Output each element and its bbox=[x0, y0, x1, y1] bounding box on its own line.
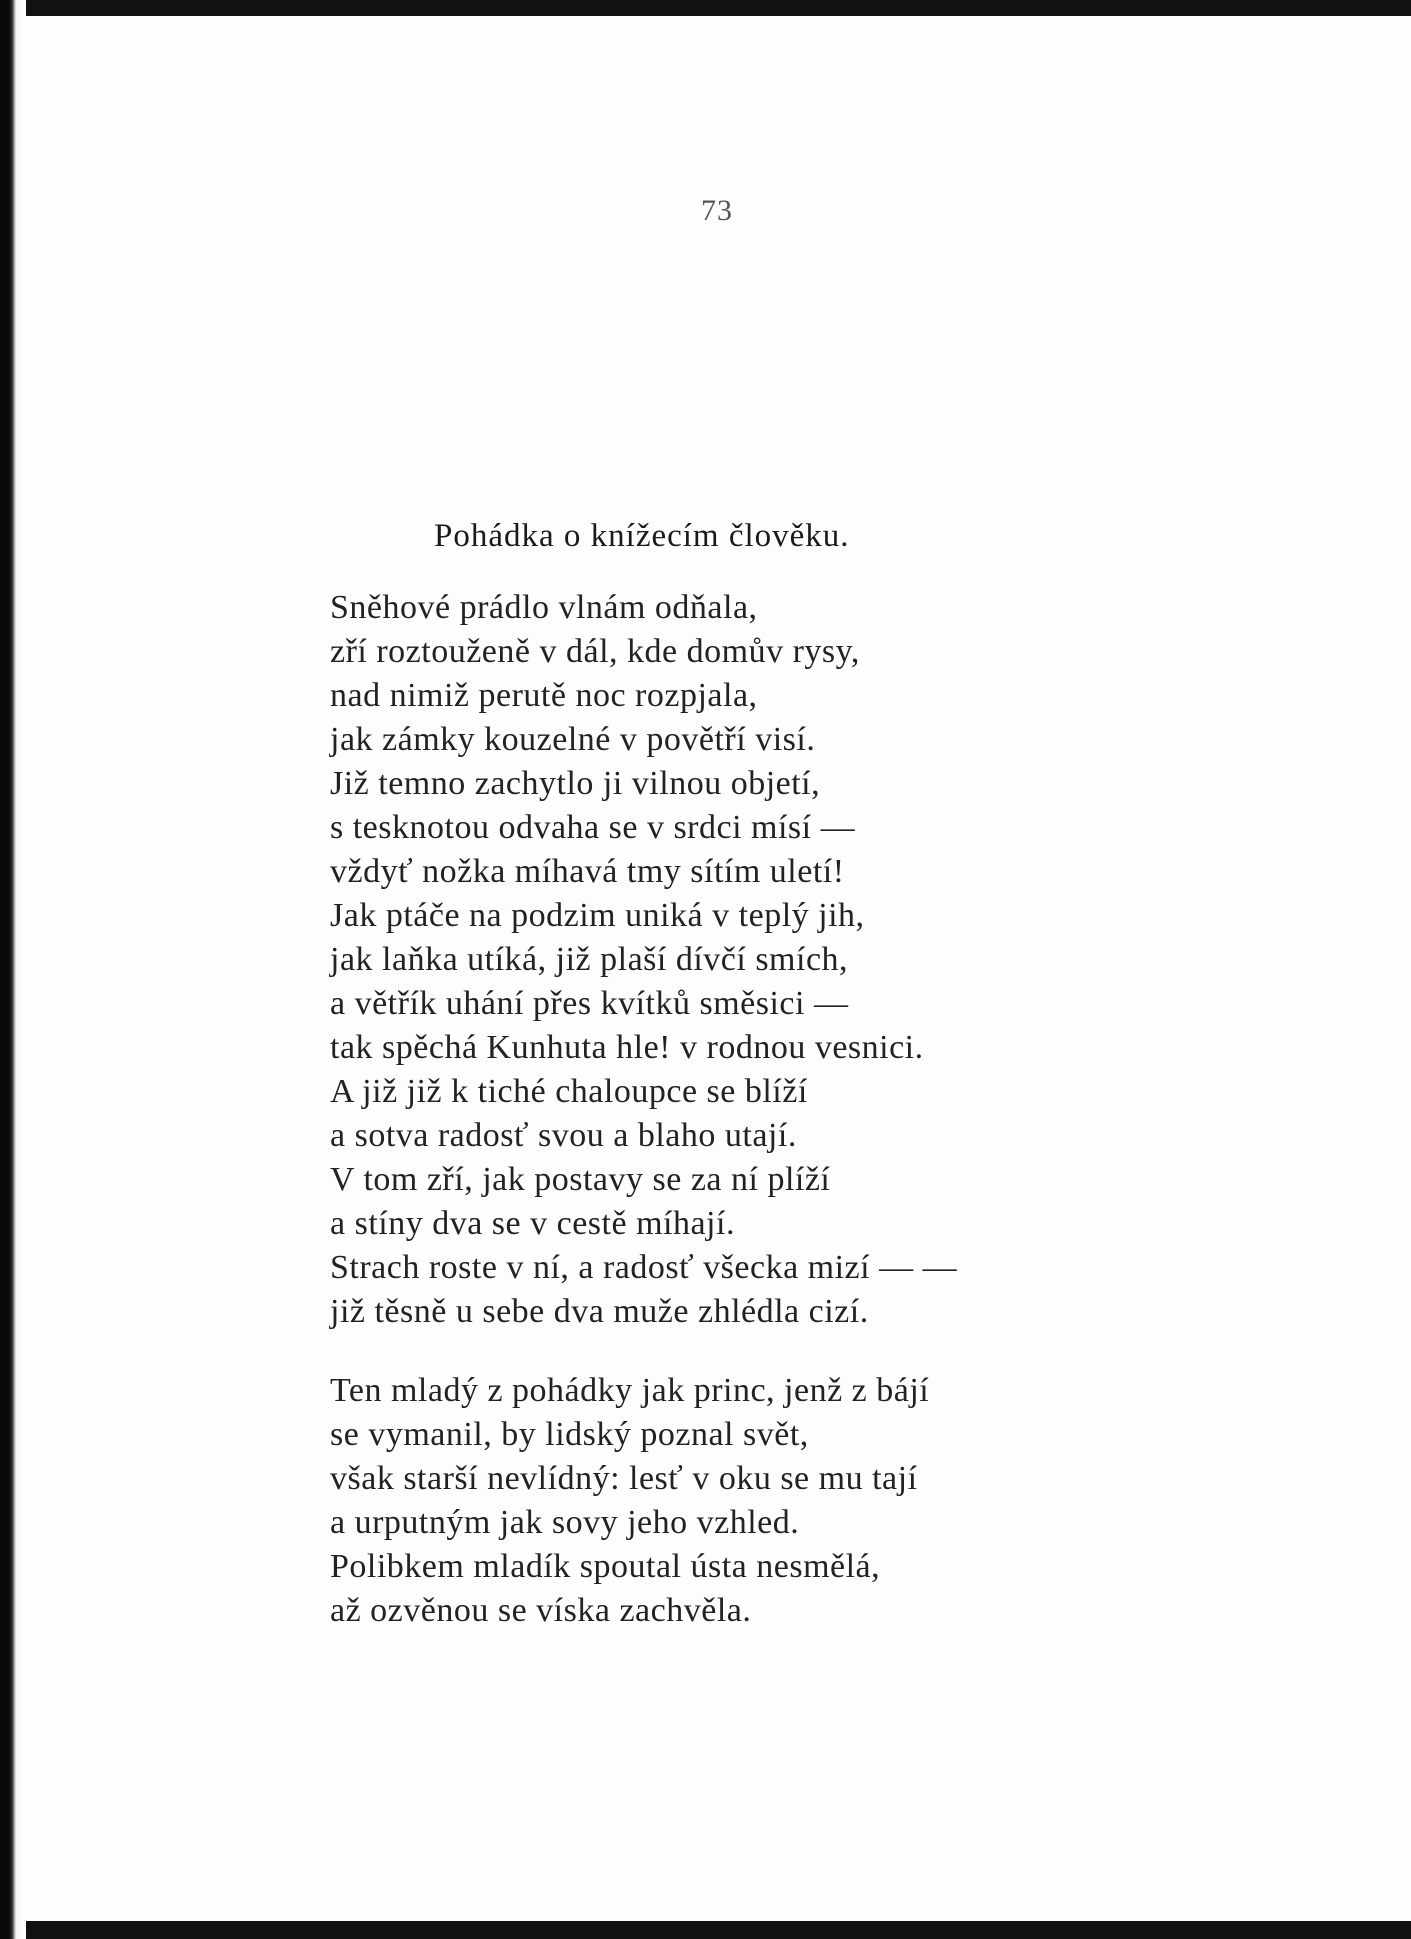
poem-line: a sotva radosť svou a blaho utají. bbox=[330, 1117, 797, 1154]
poem-title: Pohádka o knížecím člověku. bbox=[434, 518, 850, 554]
poem-line: tak spěchá Kunhuta hle! v rodnou vesnici. bbox=[330, 1029, 924, 1066]
poem-line: vždyť nožka míhavá tmy sítím uletí! bbox=[330, 853, 845, 890]
poem-line: se vymanil, by lidský poznal svět, bbox=[330, 1416, 809, 1453]
poem-line: Ten mladý z pohádky jak princ, jenž z bájí bbox=[330, 1372, 930, 1409]
poem-line: zří roztouženě v dál, kde domův rysy, bbox=[330, 633, 860, 670]
page-number: 73 bbox=[701, 194, 733, 227]
poem-line: a urputným jak sovy jeho vzhled. bbox=[330, 1504, 800, 1541]
poem-line: nad nimiž perutě noc rozpjala, bbox=[330, 677, 758, 714]
poem-line: jak laňka utíká, již plaší dívčí smích, bbox=[330, 941, 849, 978]
poem-line: jak zámky kouzelné v povětří visí. bbox=[330, 721, 816, 758]
poem-line: V tom zří, jak postavy se za ní plíží bbox=[330, 1161, 831, 1198]
poem-line: a stíny dva se v cestě míhají. bbox=[330, 1205, 735, 1242]
stanza-1 bbox=[330, 586, 957, 1334]
left-scan-edge bbox=[0, 0, 26, 1939]
poem-line: Strach roste v ní, a radosť všecka mizí — — bbox=[330, 1249, 958, 1286]
poem-line: až ozvěnou se víska zachvěla. bbox=[330, 1592, 752, 1629]
stanza-2 bbox=[330, 1369, 929, 1633]
poem-line: však starší nevlídný: lesť v oku se mu tají bbox=[330, 1460, 918, 1497]
poem-line: s tesknotou odvaha se v srdci mísí — bbox=[330, 809, 856, 846]
poem-line: Sněhové prádlo vlnám odňala, bbox=[330, 589, 758, 626]
poem-line: Polibkem mladík spoutal ústa nesmělá, bbox=[330, 1548, 881, 1585]
poem-line: Jak ptáče na podzim uniká v teplý jih, bbox=[330, 897, 865, 934]
poem-line: Již temno zachytlo ji vilnou objetí, bbox=[330, 765, 821, 802]
poem-line: a větřík uhání přes kvítků směsici — bbox=[330, 985, 849, 1022]
poem-line: již těsně u sebe dva muže zhlédla cizí. bbox=[330, 1293, 869, 1330]
book-page bbox=[26, 16, 1411, 1921]
poem-line: A již již k tiché chaloupce se blíží bbox=[330, 1073, 808, 1110]
